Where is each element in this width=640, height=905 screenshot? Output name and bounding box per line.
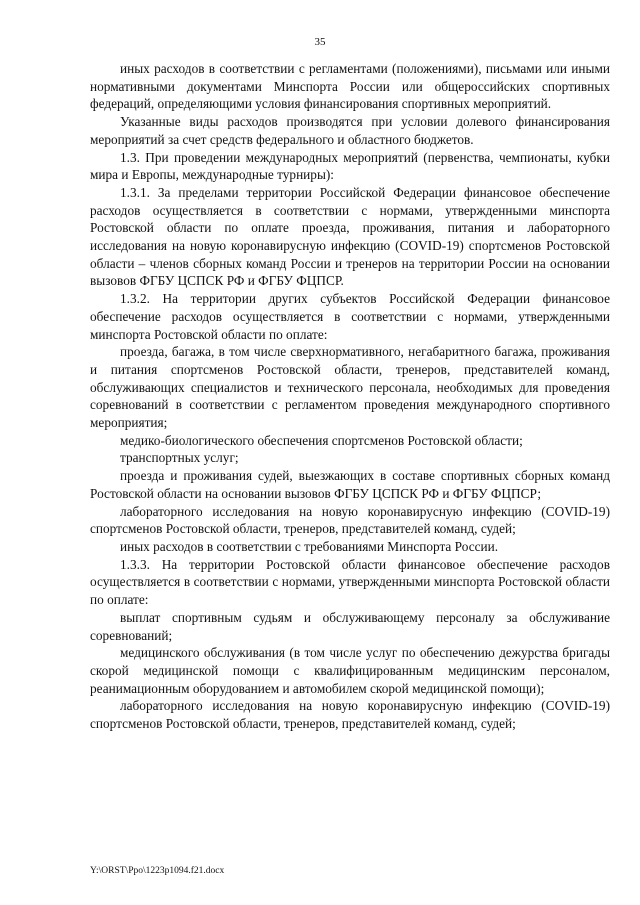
paragraph: лабораторного исследования на новую коронавирусную инфекцию (COVID-19) спортсменов Ростовской области, тренеров, представителей команд, судей; xyxy=(90,503,610,537)
paragraph: транспортных услуг; xyxy=(120,450,239,466)
footer-file-path: Y:\ORST\Ppo\1223p1094.f21.docx xyxy=(90,866,225,876)
paragraph: иных расходов в соответствии с регламентами (положениями), письмами или иными нормативными документами Минспорта России или общероссийских спортивных федераций, определяющими условия финансирования спортивных мероприятий. xyxy=(90,61,610,112)
paragraph: 1.3.3. На территории Ростовской области финансовое обеспечение расходов осуществляется в соответствии с нормами, утвержденными минспорта Ростовской области по оплате: xyxy=(90,556,610,608)
paragraph: медицинского обслуживания (в том числе услуг по обеспечению дежурства бригады скорой медицинской помощи с квалифицированным медицинским персоналом, реанимационным оборудованием и автомобилем скорой медицинской помощи); xyxy=(90,645,610,696)
paragraph: иных расходов в соответствии с требованиями Минспорта России. xyxy=(120,538,499,554)
paragraph: 1.3.1. За пределами территории Российской Федерации финансовое обеспечение расходов осуществляется в соответствии с нормами, утвержденными минспорта Ростовской области по оплате проезда, проживания, питания и лабораторного исследования на новую коронавирусную инфекцию (COVID-19) спортсменов Ростовской области – членов сборных команд России и тренеров на территории России на основании вызовов ФГБУ ЦСПСК РФ и ФГБУ ФЦПСР. xyxy=(90,184,610,289)
page-number: 35 xyxy=(314,36,326,48)
paragraph: медико-биологического обеспечения спортсменов Ростовской области; xyxy=(120,432,523,448)
paragraph: выплат спортивным судьям и обслуживающему персоналу за обслуживание соревнований; xyxy=(90,609,610,643)
paragraph: лабораторного исследования на новую коронавирусную инфекцию (COVID-19) спортсменов Ростовской области, тренеров, представителей команд, судей; xyxy=(90,698,610,732)
document-body xyxy=(90,60,610,733)
paragraph: 1.3.2. На территории других субъектов Российской Федерации финансовое обеспечение расходов осуществляется в соответствии с нормами, утвержденными минспорта Ростовской области по оплате: xyxy=(90,291,610,342)
paragraph: 1.3. При проведении международных мероприятий (первенства, чемпионаты, кубки мира и Европы, международные турниры): xyxy=(90,149,610,183)
paragraph: проезда, багажа, в том числе сверхнормативного, негабаритного багажа, проживания и питания спортсменов Ростовской области, тренеров, представителей команд, обслуживающих специалистов и технического персонала, необходимых для проведения соревнований в соответствии с регламентом проведения международного спортивного мероприятия; xyxy=(90,344,610,431)
paragraph: проезда и проживания судей, выезжающих в составе спортивных сборных команд Ростовской области на основании вызовов ФГБУ ЦСПСК РФ и ФГБУ ФЦПСР; xyxy=(90,468,610,501)
paragraph: Указанные виды расходов производятся при условии долевого финансирования мероприятий за счет средств федерального и областного бюджетов. xyxy=(90,114,610,147)
